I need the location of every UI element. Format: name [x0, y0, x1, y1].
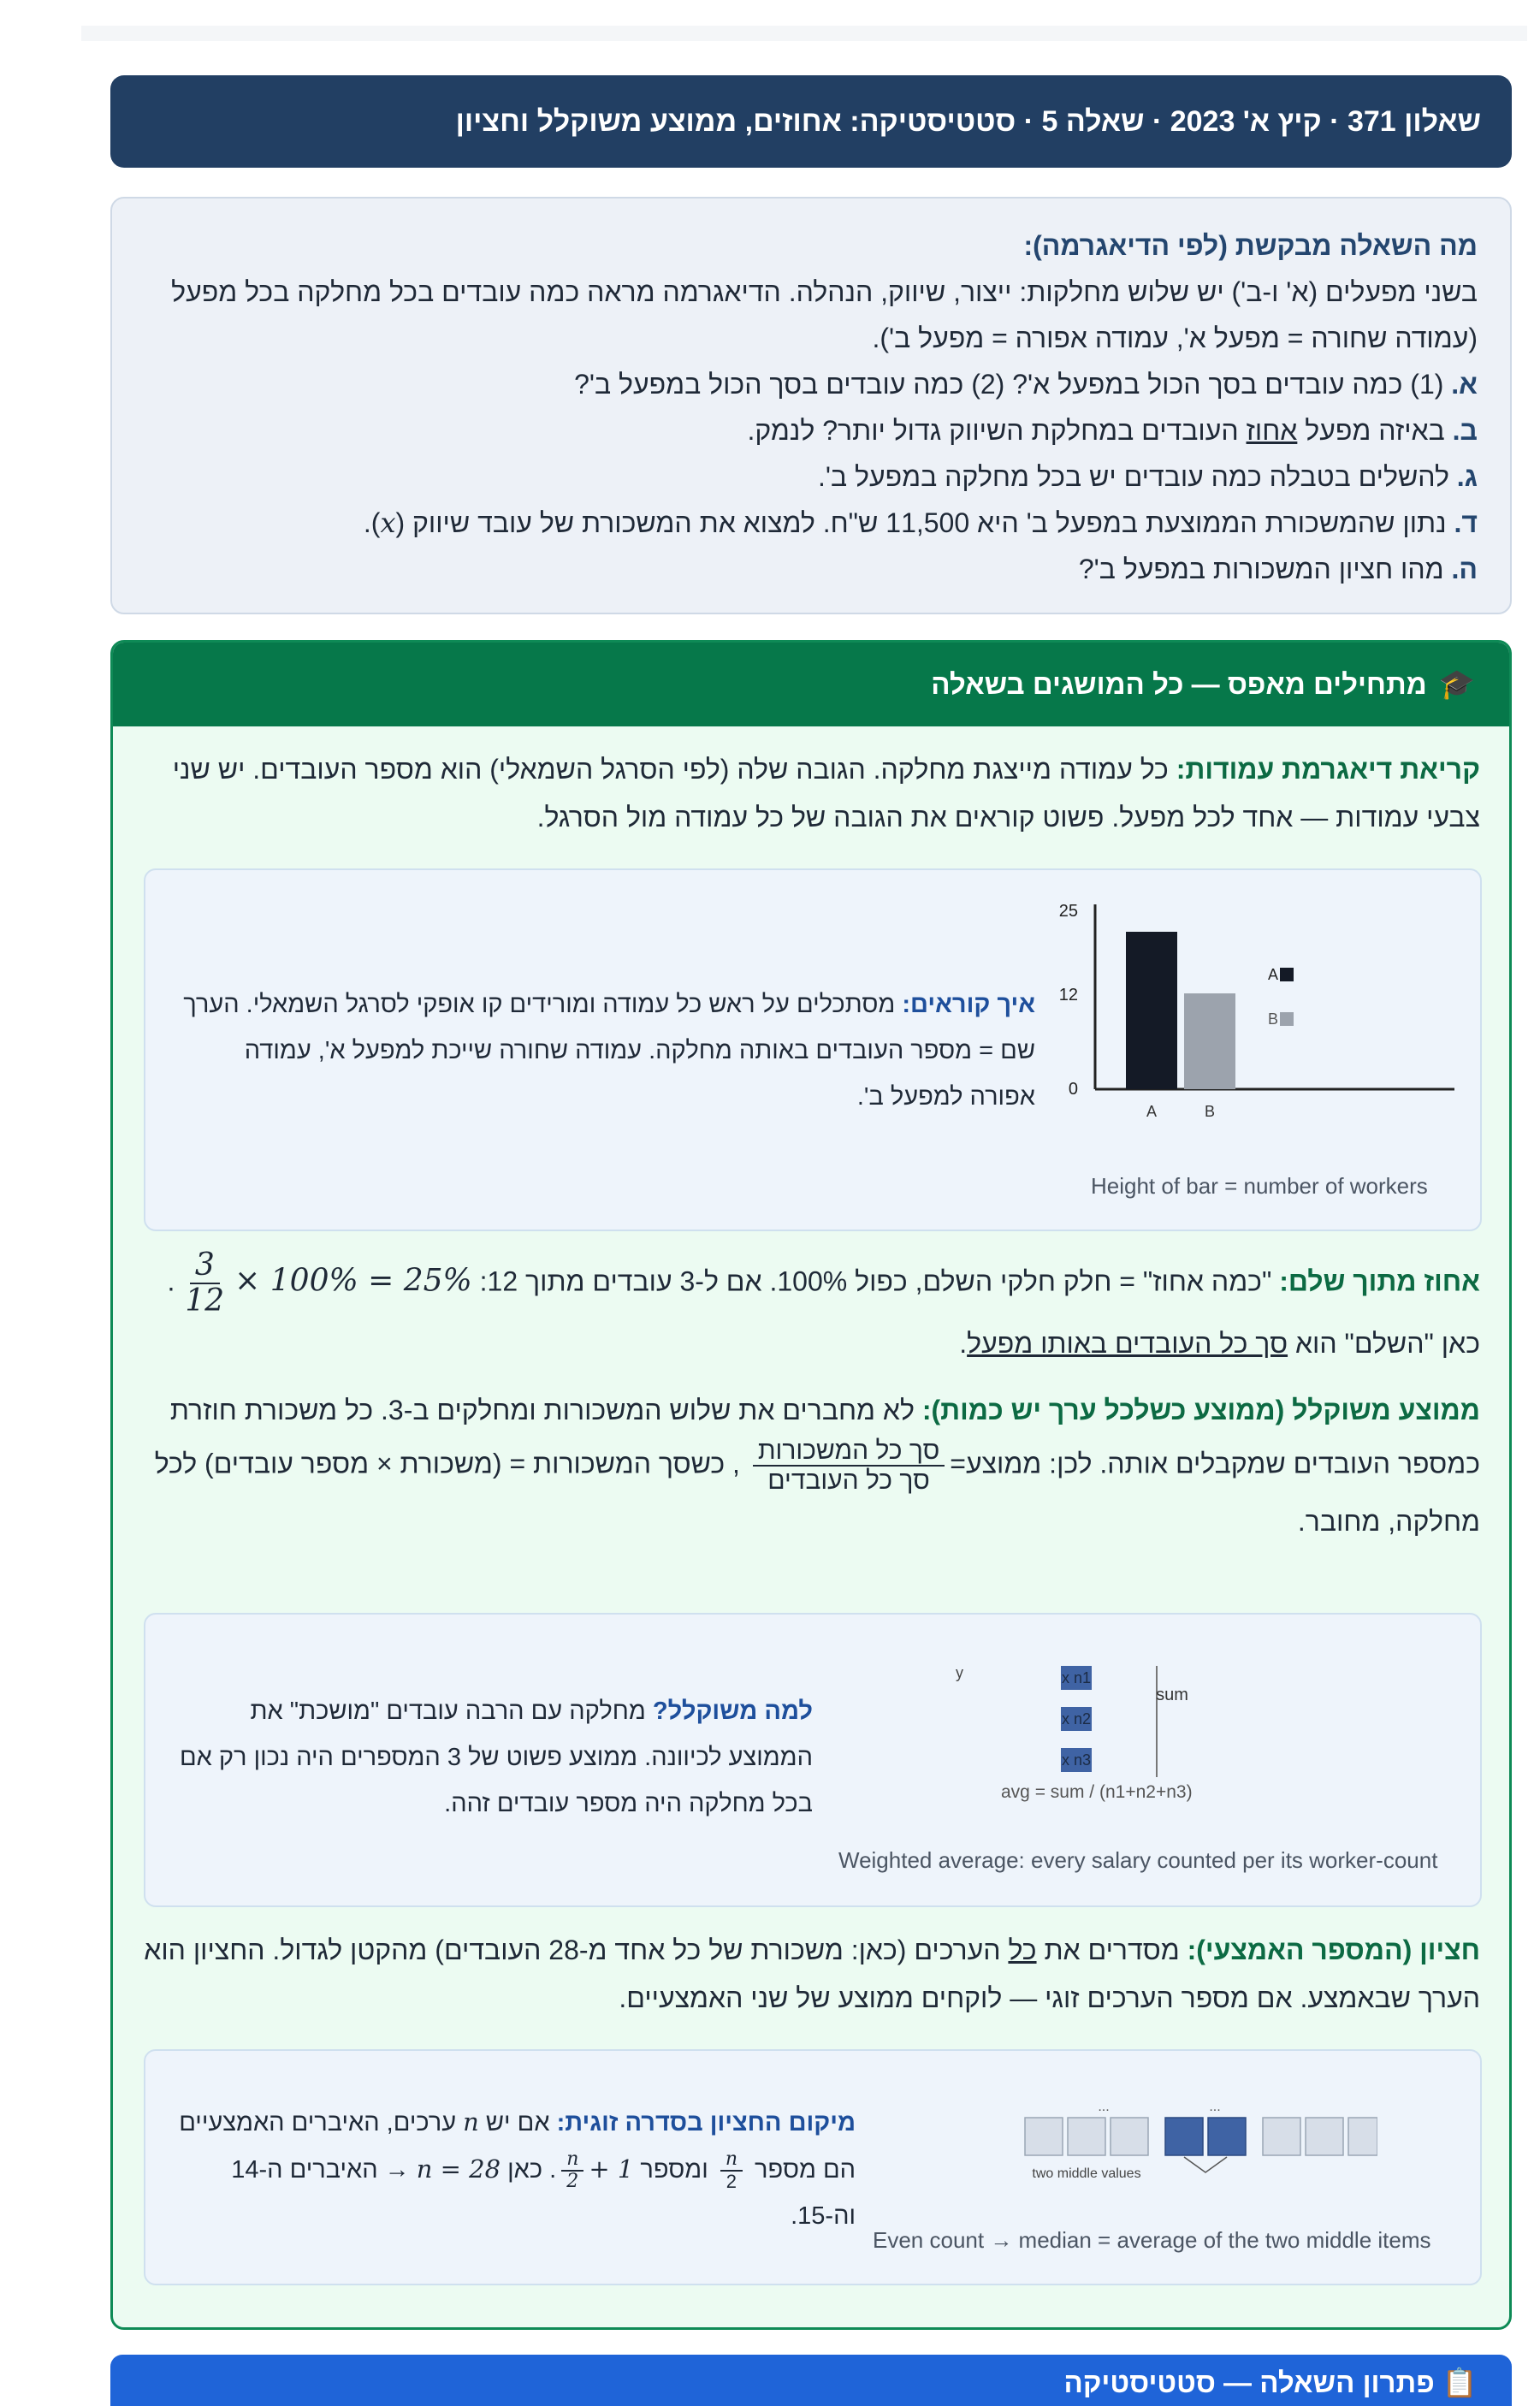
- value-box-2: [1068, 2118, 1105, 2155]
- bar-b-label: B: [1204, 1103, 1216, 1120]
- weight-box-1-label: x n1: [1061, 1669, 1092, 1686]
- value-box-5: [1306, 2118, 1343, 2155]
- bar-chart-paragraph: קריאת דיאגרמת עמודות: כל עמודה מייצגת מחלקה. הגובה שלה (לפי הסרגל השמאלי) הוא מספר העובדים. יש שני צבעי עמודות — אחד לכל מפעל. פשוט קוראים את הגובה של כל עמודה מול הסרגל.: [172, 754, 1480, 833]
- bar-a: [1126, 932, 1177, 1089]
- learn-header[interactable]: [113, 643, 1509, 726]
- weighted-card: [144, 1613, 1482, 1907]
- median-card-text: מיקום החציון בסדרה זוגית: אם יש n ערכים, האיברים האמצעיים הם מספר $\frac{n}{2}$ ומספר $\frac{n}{2}$ + 1. כאן n = 28 → האיברים ה-14 וה-15.: [179, 2107, 856, 2230]
- bar-a-label: A: [1146, 1103, 1158, 1120]
- middle-bracket: [1184, 2157, 1227, 2172]
- weighted-caption: Weighted average: every salary counted per its worker-count: [838, 1847, 1438, 1873]
- value-box-1: [1025, 2118, 1063, 2155]
- weighted-diagram: [915, 1657, 1206, 1786]
- example-bar-chart: [1052, 896, 1463, 1153]
- weighted-average-fraction: $\frac{\text{סך כל המשכורות}}{\text{סך כל העובדים}}$: [753, 1437, 945, 1495]
- learn-heading: מתחילים מאפס — כל המושגים בשאלה: [931, 668, 1427, 700]
- middle-box-1: [1165, 2118, 1203, 2155]
- percent-paragraph: אחוז מתוך שלם: "כמה אחוז" = חלק חלקי השלם, כפול 100%. אם ל-3 עובדים מתוך 12: $\frac{3}{12}$ × 100% = 25%. כאן "השלם" הוא סך כל העובדים באותו מפעל.: [167, 1247, 1480, 1360]
- weight-box-3-label: x n3: [1061, 1751, 1092, 1769]
- weighted-card-text: למה משוקלל? מחלקה עם הרבה עובדים "מושכת" את הממוצע לכיוונה. ממוצע פשוט של 3 המספרים היה נכון רק אם בכל מחלקה היה מספר עובדים זהה.: [179, 1698, 813, 1817]
- next-section-header[interactable]: [110, 2355, 1512, 2406]
- graduation-cap-icon: 🎓: [1438, 668, 1475, 701]
- question-box: [110, 197, 1512, 614]
- question-intro: בשני מפעלים (א' ו-ב') יש שלוש מחלקות: ייצור, שיווק, הנהלה. הדיאגרמה מראה כמה עובדים בכל מחלקה בכל מפעל (עמודה שחורה = מפעל א', עמודה אפורה = מפעל ב').: [171, 276, 1478, 353]
- question-heading: מה השאלה מבקשת (לפי הדיאגרמה):: [1023, 230, 1478, 261]
- question-item-b: ב. באיזה מפעל אחוז העובדים במחלקת השיווק גדול יותר? לנמק.: [747, 415, 1478, 446]
- value-box-6: [1348, 2118, 1377, 2155]
- y-tick-0: 0: [1068, 1080, 1078, 1099]
- learn-section: [110, 640, 1512, 2330]
- value-box-3: [1111, 2118, 1148, 2155]
- question-item-c: ג. להשלים בטבלה כמה עובדים יש בכל מחלקה במפעל ב'.: [817, 461, 1478, 492]
- median-caption: Even count → median = average of the two middle items: [873, 2227, 1431, 2253]
- dots-right: ...: [1209, 2101, 1221, 2114]
- middle-box-2: [1208, 2118, 1246, 2155]
- bar-b: [1184, 993, 1235, 1089]
- dots-left: ...: [1098, 2101, 1110, 2114]
- y-tick-12: 12: [1058, 986, 1078, 1004]
- legend-a-swatch: [1280, 968, 1294, 981]
- percent-formula: $\frac{3}{12}$ × 100% = 25%: [185, 1247, 472, 1319]
- bar-reading-card: [144, 868, 1482, 1231]
- weighted-formula: avg = sum / (n1+n2+n3): [1001, 1782, 1193, 1802]
- top-strip: [81, 26, 1527, 41]
- sum-label: sum: [1156, 1686, 1188, 1704]
- page-title-bar: [110, 75, 1512, 168]
- clipboard-icon: 📋: [1442, 2367, 1478, 2398]
- next-section-title: פתרון השאלה — סטטיסטיקה: [1063, 2367, 1435, 2398]
- question-item-d: ד. נתון שהמשכורת הממוצעת במפעל ב' היא 11,500 ש"ח. למצוא את המשכורת של עובד שיווק (x).: [363, 507, 1478, 539]
- legend-b-swatch: [1280, 1012, 1294, 1026]
- question-item-e: ה. מהו חציון המשכורות במפעל ב'?: [1078, 554, 1478, 584]
- legend-b-label: B: [1268, 1010, 1279, 1028]
- weight-box-2-label: x n2: [1061, 1710, 1092, 1727]
- question-item-a: א. (1) כמה עובדים בסך הכול במפעל א'? (2) כמה עובדים בסך הכול במפעל ב'?: [574, 369, 1478, 400]
- legend-a-label: A: [1268, 966, 1279, 983]
- median-diagram: [967, 2101, 1377, 2195]
- bar-reading-text: איך קוראים: מסתכלים על ראש כל עמודה ומורידים קו אופקי לסרגל השמאלי. הערך שם = מספר העובדים באותה מחלקה. עמודה שחורה שייכת למפעל א', עמודה אפורה למפעל ב'.: [183, 991, 1035, 1111]
- two-middle-label: two middle values: [1032, 2166, 1141, 2181]
- bar-chart-caption: Height of bar = number of workers: [1091, 1173, 1428, 1199]
- weighted-average-paragraph: ממוצע משוקלל (ממוצע כשלכל ערך יש כמות): לא מחברים את שלוש המשכורות ומחלקים ב-3. כל משכורת חוזרת כמספר העובדים שמקבלים אותה. לכן: ממוצע= $\frac{\text{סך כל המשכורות}}{\text{סך כל העובדים}}$ , כשסך המשכורות = (משכורת × מספר עובדים) לכל מחלקה, מחובר.: [154, 1395, 1480, 1537]
- page-title: שאלון 371 · קיץ א' 2023 · שאלה 5 · סטטיסטיקה: אחוזים, ממוצע משוקלל וחציון: [455, 104, 1481, 138]
- diagram-y-label: y: [956, 1664, 963, 1681]
- y-tick-25: 25: [1058, 902, 1078, 921]
- value-box-4: [1263, 2118, 1300, 2155]
- median-card: [144, 2049, 1482, 2285]
- median-paragraph: חציון (המספר האמצעי): מסדרים את כל הערכים (כאן: משכורת של כל אחד מ-28 העובדים) מהקטן לגדול. החציון הוא הערך שבאמצע. אם מספר הערכים זוגי — לוקחים ממוצע של שני האמצעיים.: [144, 1935, 1480, 2013]
